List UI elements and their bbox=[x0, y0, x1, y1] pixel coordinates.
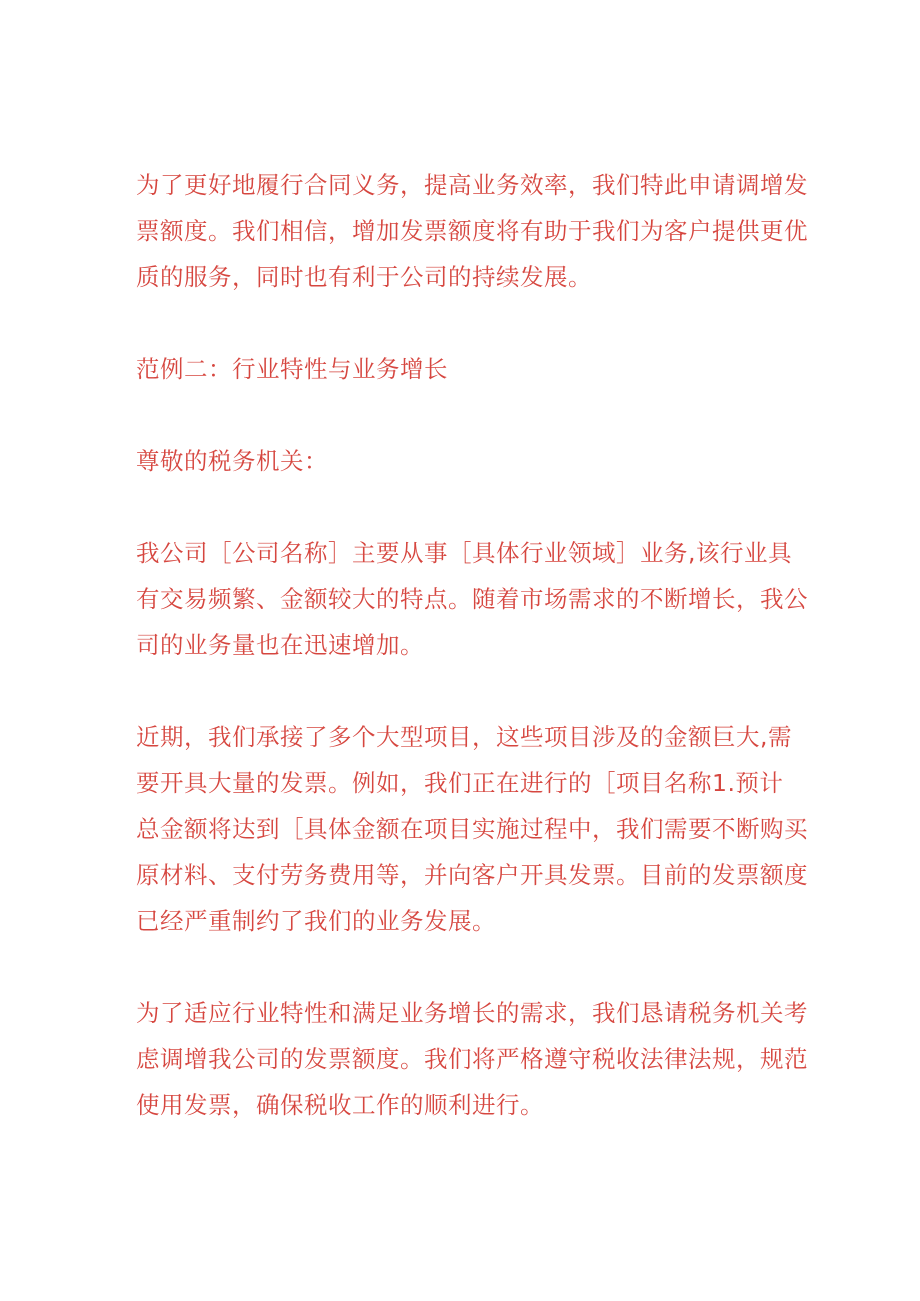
paragraph-company-intro bbox=[136, 530, 808, 668]
text-line: 质的服务，同时也有利于公司的持续发展。 bbox=[136, 263, 592, 291]
text-line: 范例二：行业特性与业务增长 bbox=[136, 355, 448, 383]
text-line: 使用发票，确保税收工作的顺利进行。 bbox=[136, 1091, 544, 1119]
paragraph-spacer bbox=[136, 944, 796, 990]
paragraph-spacer bbox=[136, 668, 796, 714]
paragraph-spacer bbox=[136, 300, 796, 346]
text-line: 尊敬的税务机关： bbox=[136, 447, 328, 475]
document-body bbox=[136, 162, 808, 1128]
salutation bbox=[136, 438, 796, 484]
text-line: 票额度。我们相信，增加发票额度将有助于我们为客户提供更优 bbox=[136, 217, 808, 245]
text-line: 原材料、支付劳务费用等，并向客户开具发票。目前的发票额度 bbox=[136, 861, 808, 889]
text-line: 有交易频繁、金额较大的特点。随着市场需求的不断增长，我公 bbox=[136, 585, 808, 613]
text-line: 已经严重制约了我们的业务发展。 bbox=[136, 907, 496, 935]
paragraph-request bbox=[136, 990, 808, 1128]
text-line: 司的业务量也在迅速增加。 bbox=[136, 631, 424, 659]
paragraph-spacer bbox=[136, 484, 796, 530]
text-line: 要开具大量的发票。例如，我们正在进行的［项目名称1.预计 bbox=[136, 769, 784, 797]
text-line: 我公司［公司名称］主要从事［具体行业领域］业务,该行业具 bbox=[136, 539, 792, 567]
text-line: 虑调增我公司的发票额度。我们将严格遵守税收法律法规，规范 bbox=[136, 1045, 808, 1073]
section-heading bbox=[136, 346, 796, 392]
text-line: 为了适应行业特性和满足业务增长的需求，我们恳请税务机关考 bbox=[136, 999, 808, 1027]
text-line: 总金额将达到［具体金额在项目实施过程中，我们需要不断购买 bbox=[136, 815, 808, 843]
paragraph-projects bbox=[136, 714, 808, 944]
text-line: 近期，我们承接了多个大型项目，这些项目涉及的金额巨大,需 bbox=[136, 723, 792, 751]
paragraph-intro-closing bbox=[136, 162, 808, 300]
text-line: 为了更好地履行合同义务，提高业务效率，我们特此申请调增发 bbox=[136, 171, 808, 199]
paragraph-spacer bbox=[136, 392, 796, 438]
